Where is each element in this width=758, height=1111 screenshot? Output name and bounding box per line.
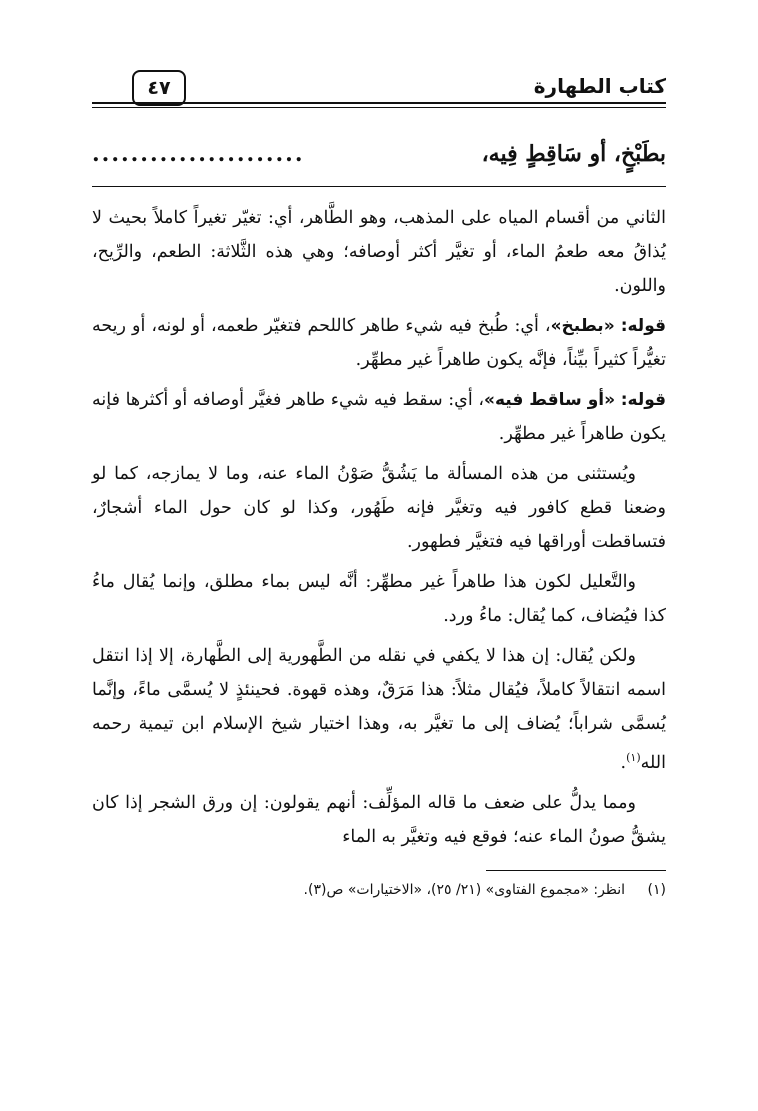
matn-line [92,134,666,174]
paragraph-5: والتَّعليل لكون هذا طاهراً غير مطهِّر: أنَّه ليس بماء مطلق، وإنما يُقال ماءُ كذا فيُضاف، كما يُقال: ماءُ ورد. [92,572,666,626]
paragraph-3 [92,383,666,451]
page-number: ٤٧ [132,70,186,106]
footnote-text: انظر: «مجموع الفتاوى» (٢١/ ٢٥)، «الاختيارات» ص(٣). [303,881,626,898]
book-page [92,70,666,901]
paragraph-end: . [620,752,627,773]
header-rule-thin [92,107,666,108]
paragraph-2 [92,309,666,377]
footnote-reference[interactable]: (١) [626,751,641,764]
matn-dots: ...................... [92,141,305,167]
running-title: كتاب الطهارة [533,74,666,98]
qawluhu-label: قوله: [620,316,666,336]
paragraph-text: ولكن يُقال: إن هذا لا يكفي في نقله من الطَّهورية إلى الطَّهارة، إلا إذا انتقل اسمه انتقالاً كاملاً، فيُقال مثلاً: هذا مَرَقٌ، وهذه قهوة. فحينئذٍ لا يُسمَّى ماءً، وإنَّما يُسمَّى شراباً؛ يُضاف إلى ما تغيَّر به، وهذا اختيار شيخ الإسلام ابن تيمية رحمه الله [92,646,666,773]
quoted-matn: «أو ساقط فيه» [483,390,616,410]
header-rule [92,102,666,104]
paragraph-7: ومما يدلُّ على ضعف ما قاله المؤلِّف: أنهم يقولون: إن ورق الشجر إذا كان يشقُّ صونُ الماء عنه؛ فوقع فيه وتغيَّر به الماء [92,792,666,847]
footnote [92,879,666,901]
matn-text: بطَبْخٍ، أو سَاقِطٍ فِيه، [481,141,666,167]
running-head [92,70,666,114]
paragraph-1: الثاني من أقسام المياه على المذهب، وهو الطَّاهر، أي: تغيّر تغيراً كاملاً بحيث لا يُذاقُ معه طعمُ الماء، أو تغيَّر أكثر أوصافه؛ وهي هذه الثَّلاثة: الطعم، والرِّيح، واللون. [92,208,666,296]
matn-separator [92,186,666,187]
paragraph-text: ، أي: طُبخ فيه شيء طاهر كاللحم فتغيّر طعمه، أو لونه، أو ريحه تغيُّراً كثيراً بيِّناً، فإنَّه يكون طاهراً غير مطهِّر. [92,316,666,370]
footnote-number: (١) [647,881,666,898]
paragraph-4: ويُستثنى من هذه المسألة ما يَشُقُّ صَوْنُ الماء عنه، وما لا يمازجه، كما لو وضعنا قطع كافور فيه وتغيَّر فإنه طَهُور، وكذا لو كان حول الماء أشجارٌ، فتساقطت أوراقها فيه فتغيَّر فطهور. [92,464,666,552]
quoted-matn: «بطبخ» [550,316,615,336]
paragraph-text: ، أي: سقط فيه شيء طاهر فغيَّر أوصافه أو أكثرها فإنه يكون طاهراً غير مطهِّر. [92,390,666,444]
paragraph-6 [92,639,666,780]
footnote-separator [486,870,666,871]
qawluhu-label: قوله: [620,390,666,410]
